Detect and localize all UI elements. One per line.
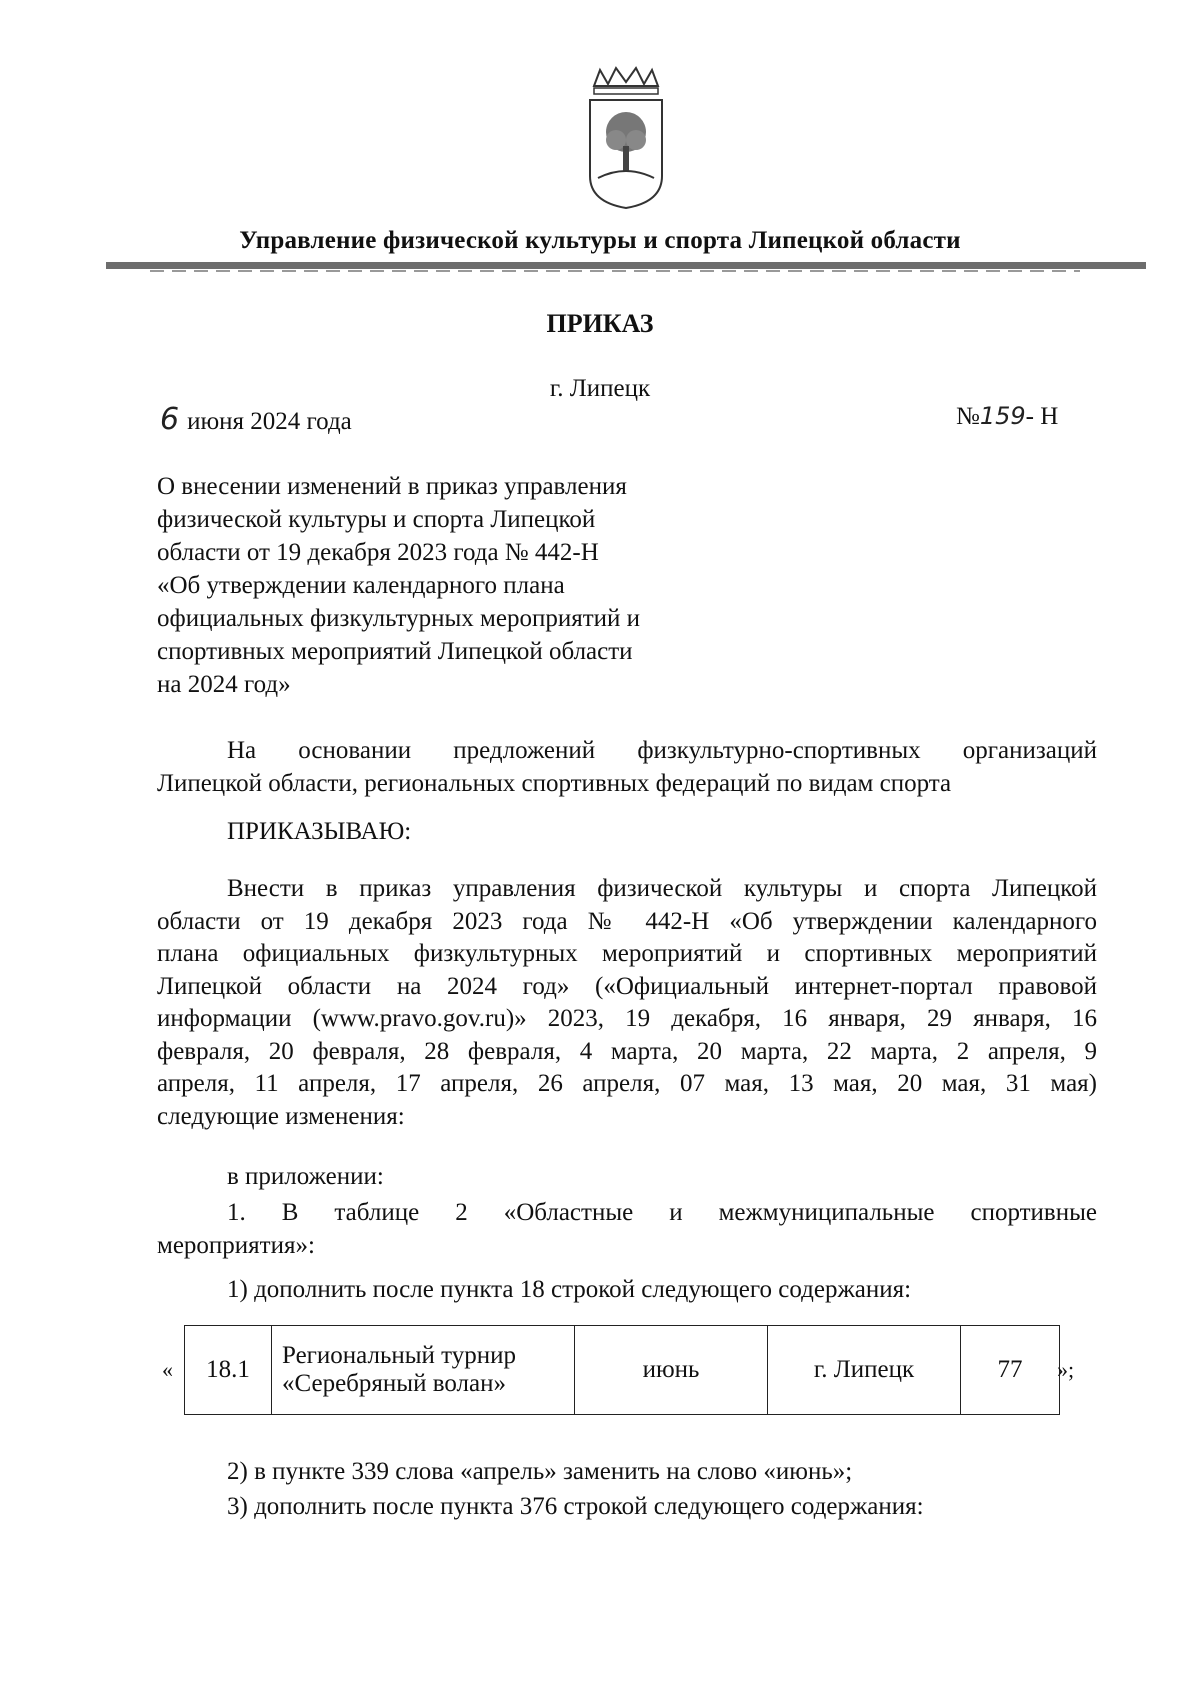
cell-number: 18.1	[185, 1326, 272, 1415]
inserted-table-row	[157, 1325, 1097, 1417]
coat-of-arms-emblem	[586, 66, 666, 210]
header-divider	[106, 262, 1146, 269]
number-suffix: - Н	[1025, 403, 1059, 430]
cell-month: июнь	[575, 1326, 768, 1415]
table-open-quote: «	[162, 1357, 173, 1382]
document-city: г. Липецк	[549, 375, 651, 402]
point-1	[157, 1197, 1097, 1262]
number-handwritten: 159	[979, 402, 1026, 430]
point-1-line: 1. В таблице 2 «Областные и межмуниципальные спортивные	[227, 1199, 1097, 1226]
subject-line: спортивных мероприятий Липецкой области	[157, 638, 633, 665]
order-word: ПРИКАЗЫВАЮ:	[227, 818, 412, 845]
main-line: апреля, 11 апреля, 17 апреля, 26 апреля, 07 мая, 13 мая, 20 мая, 31 мая)	[157, 1070, 1097, 1097]
table-close-quote: »;	[1057, 1357, 1075, 1382]
basis-line: На основании предложений физкультурно-спортивных организаций	[227, 737, 1097, 764]
subject-line: области от 19 декабря 2023 года № 442-Н	[157, 539, 599, 566]
subject-line: О внесении изменений в приказ управления	[157, 473, 627, 500]
sub-item-2: 2) в пункте 339 слова «апрель» заменить на слово «июнь»;	[227, 1458, 853, 1485]
cell-count: 77	[961, 1326, 1060, 1415]
document-date	[160, 402, 352, 437]
main-line: области от 19 декабря 2023 года № 442-Н «Об утверждении календарного	[157, 907, 1097, 935]
sub-item-1: 1) дополнить после пункта 18 строкой следующего содержания:	[227, 1276, 912, 1303]
basis-paragraph	[157, 735, 1097, 800]
appendix-intro: в приложении:	[227, 1163, 384, 1190]
subject-line: «Об утверждении календарного плана	[157, 572, 565, 599]
organization-name: Управление физической культуры и спорта Липецкой области	[239, 227, 961, 254]
sub-item-3: 3) дополнить после пункта 376 строкой следующего содержания:	[227, 1493, 924, 1520]
main-line: Внести в приказ управления физической культуры и спорта Липецкой	[227, 875, 1097, 902]
subject-line: физической культуры и спорта Липецкой	[157, 506, 596, 533]
main-line: плана официальных физкультурных мероприятий и спортивных мероприятий	[157, 940, 1097, 967]
main-line: февраля, 20 февраля, 28 февраля, 4 марта, 20 марта, 22 марта, 2 апреля, 9	[157, 1037, 1097, 1065]
document-number	[956, 402, 1058, 431]
subject-line: на 2024 год»	[157, 671, 291, 698]
basis-line: Липецкой области, региональных спортивных федераций по видам спорта	[157, 769, 952, 797]
date-rest: июня 2024 года	[187, 408, 352, 435]
date-day-handwritten: 6	[160, 402, 180, 437]
cell-event-name	[272, 1326, 575, 1415]
event-name-line: Региональный турнир	[282, 1342, 517, 1369]
main-line: Липецкой области на 2024 год» («Официальный интернет-портал правовой	[157, 972, 1097, 1000]
header-divider-dashes	[150, 270, 1080, 272]
main-paragraph	[157, 873, 1097, 1133]
subject-line: официальных физкультурных мероприятий и	[157, 605, 641, 632]
number-prefix: №	[956, 403, 980, 430]
events-table	[184, 1325, 1060, 1415]
event-name-line: «Серебряный волан»	[282, 1370, 506, 1397]
main-line: информации (www.pravo.gov.ru)» 2023, 19 декабря, 16 января, 29 января, 16	[157, 1005, 1097, 1032]
point-1-line: мероприятия»:	[157, 1231, 315, 1259]
cell-place: г. Липецк	[768, 1326, 961, 1415]
document-subject	[157, 470, 717, 701]
table-row	[185, 1326, 1060, 1415]
main-line: следующие изменения:	[157, 1102, 405, 1130]
document-type-title: ПРИКАЗ	[546, 309, 654, 338]
